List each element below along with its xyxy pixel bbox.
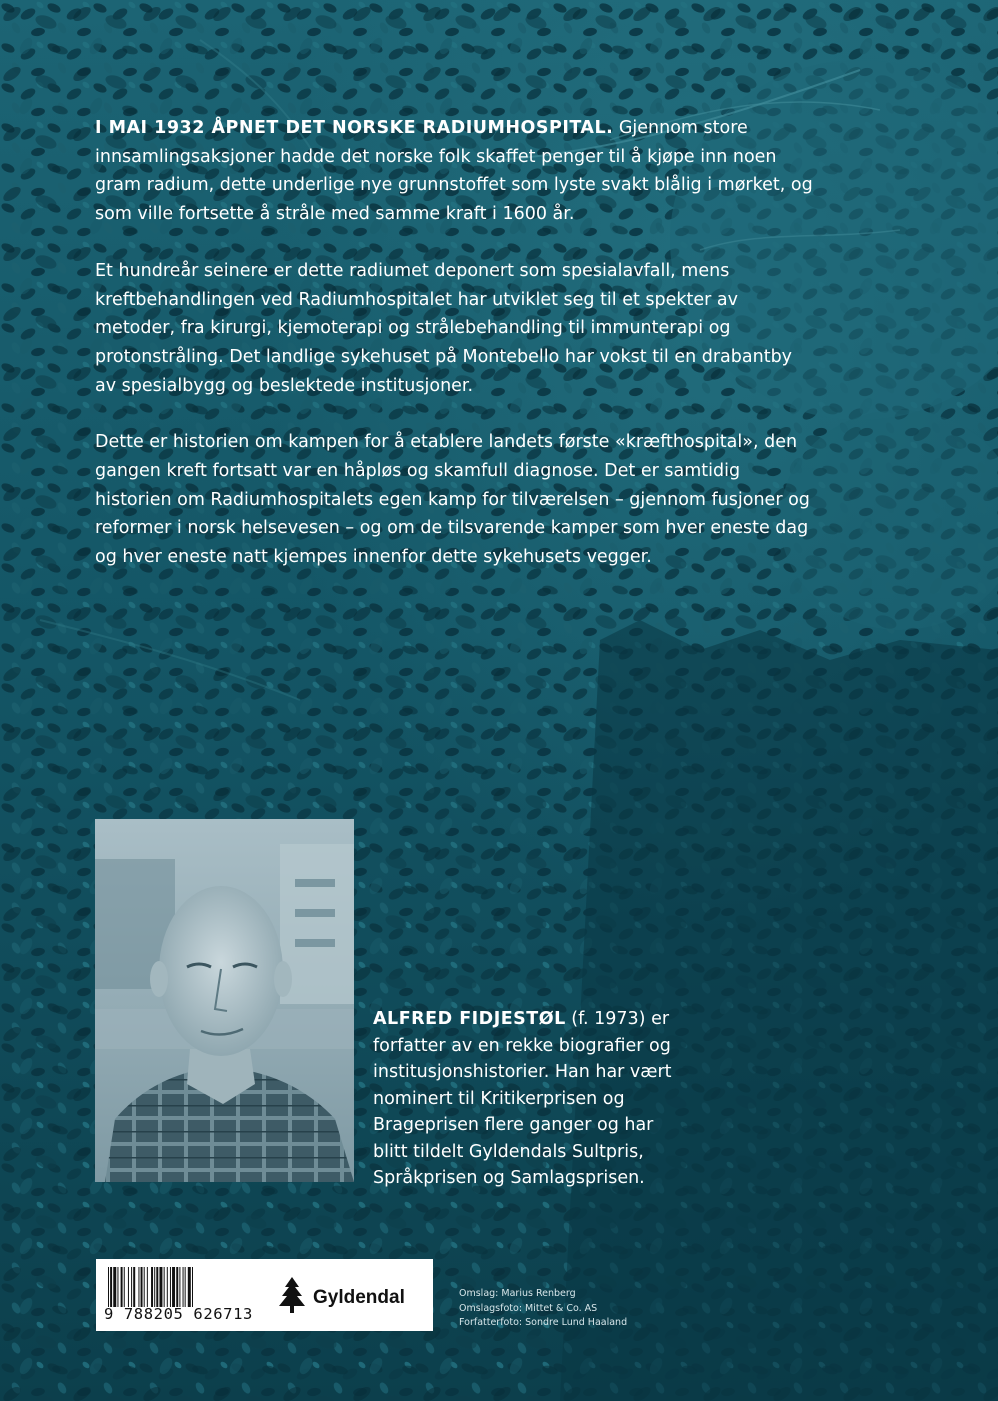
author-photo [95,819,354,1182]
author-name: ALFRED FIDJESTØL [373,1009,566,1029]
credit-cover-photo: Omslagsfoto: Mittet & Co. AS [459,1302,598,1314]
intro-paragraph-2: Et hundreår seinere er dette radiumet deponert som spesialavfall, mens kreftbehandlingen ved Radiumhospitalet har utviklet seg til et spekter av metoder, fra kirurgi, kjemoterapi og strålebehandling til immunterapi og protonstråling. Det landlige sykehuset på Montebello har vokst til en drabantby av spesialbygg og beslektede institusjoner. [95,260,793,396]
pine-tree-icon [276,1275,308,1315]
credits [459,1287,719,1331]
isbn-number: 9 788205 626713 [104,1305,253,1323]
publisher-logo [276,1275,426,1315]
credit-author-photo: Forfatterfoto: Sondre Lund Haaland [459,1317,628,1328]
intro-paragraph-1 [95,114,815,229]
intro-paragraph-1-body: Gjennom store innsamlingsaksjoner hadde det norske folk skaffet penger til å kjøpe inn noen gram radium, dette underlige nye grunnstoffet som lyste svakt blålig i mørket, og som ville fortsette å stråle med samme kraft i 1600 år. [95,118,813,225]
author-bio [373,1006,693,1192]
intro-paragraph-3: Dette er historien om kampen for å etablere landets første «kræfthospital», den gangen kreft fortsatt var en håpløs og skamfull diagnose. Det er samtidig historien om Radiumhospitalets egen kamp for tilværelsen – gjennom fusjoner og reformer i norsk helsevesen – og om de tilsvarende kamper som hver eneste dag og hver eneste natt kjempes innenfor dette sykehusets vegger. [95,432,810,568]
intro-text [95,114,815,572]
barcode-panel [96,1259,433,1331]
publisher-name: Gyldendal [313,1287,405,1308]
barcode [106,1267,258,1307]
intro-lead: I MAI 1932 ÅPNET DET NORSKE RADIUMHOSPITAL. [95,118,614,138]
author-bio-text: (f. 1973) er forfatter av en rekke biografier og institusjonshistorier. Han har vært nominert til Kritikerprisen og Brageprisen flere ganger og har blitt tildelt Gyldendals Sultpris, Språkprisen og Samlagsprisen. [373,1009,672,1188]
credit-cover: Omslag: Marius Renberg [459,1288,576,1299]
author-portrait-art [95,819,354,1182]
